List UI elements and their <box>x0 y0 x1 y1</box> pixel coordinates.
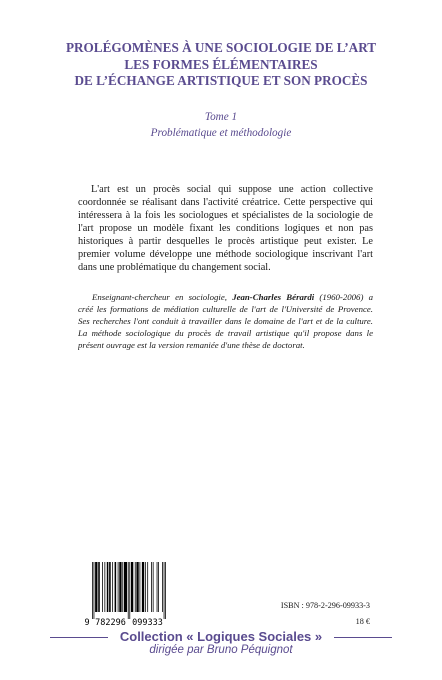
summary-line: l'art propose un modèle fixant les conditions logiques et non pas <box>78 223 373 234</box>
barcode <box>92 562 166 620</box>
barcode-bar <box>135 562 136 612</box>
barcode-bar <box>140 562 141 612</box>
title-line: LES FORMES ÉLÉMENTAIRES <box>124 56 318 72</box>
barcode-guard-bar <box>164 562 165 619</box>
barcode-bar <box>151 562 152 612</box>
barcode-left-digits: 782296 <box>95 618 126 628</box>
summary-line: historiques à partir desquelles le procès artistique peut exister. Le <box>78 236 373 247</box>
summary-line: intéressera à la fois les sociologues et spécialistes de la sociologie de <box>78 210 373 221</box>
summary-line: coordonnée se réalisant dans l'activité créatrice. Cette perspective qui <box>78 197 373 208</box>
barcode-bar <box>115 562 117 612</box>
barcode-bar <box>104 562 105 612</box>
barcode-guard-bar <box>94 562 95 619</box>
barcode-guard-bar <box>165 562 166 619</box>
barcode-bar <box>153 562 154 612</box>
summary-line: premier volume développe une méthode sociologique inscrivant l'art <box>78 249 373 260</box>
barcode-guard-bar <box>129 562 130 619</box>
barcode-bar <box>109 562 111 612</box>
author-name: Jean-Charles Bérardi <box>232 292 315 302</box>
barcode-bar <box>118 562 119 612</box>
barcode-bar <box>102 562 103 612</box>
bio-line: présent ouvrage est la version remaniée d'une thèse de doctorat. <box>78 340 305 350</box>
barcode-guard-bar <box>92 562 93 619</box>
title-line: PROLÉGOMÈNES À UNE SOCIOLOGIE DE L’ART <box>65 40 377 55</box>
barcode-bar <box>112 562 113 612</box>
summary-line: dans une problématique du changement social. <box>78 262 271 273</box>
barcode-bar <box>136 562 138 612</box>
barcode-bar <box>131 562 133 612</box>
bio-line: Ses recherches l'ont conduit à travailler dans le domaine de l'art et de la culture. <box>78 316 373 326</box>
bio-line: La méthode sociologique du procès de travail artistique qu'il propose dans le <box>78 328 373 338</box>
barcode-bar <box>98 562 100 612</box>
book-title <box>20 40 422 90</box>
bio-dates: (1960-2006) a <box>314 292 373 302</box>
barcode-bar <box>162 562 163 612</box>
bio-line <box>78 291 373 303</box>
barcode-bar <box>122 562 123 612</box>
barcode-bar <box>119 562 121 612</box>
summary-line: L'art est un procès social qui suppose une action collective <box>91 184 373 195</box>
barcode-bar <box>145 562 146 612</box>
barcode-guard-bar <box>128 562 129 619</box>
barcode-leading-digit: 9 <box>84 618 90 628</box>
barcode-bar <box>142 562 144 612</box>
barcode-right-digits: 099333 <box>132 618 163 628</box>
bio-intro: Enseignant-chercheur en sociologie, <box>92 292 233 302</box>
barcode-bar <box>95 562 97 612</box>
barcode-bar <box>158 562 159 612</box>
barcode-bar <box>124 562 127 612</box>
collection-director: dirigée par Bruno Péquignot <box>149 644 293 656</box>
barcode-bar <box>157 562 158 612</box>
volume-number: Tome 1 <box>204 111 238 123</box>
title-line: DE L’ÉCHANGE ARTISTIQUE ET SON PROCÈS <box>74 73 368 88</box>
author-bio <box>78 291 373 351</box>
summary-paragraph <box>78 183 373 274</box>
collection-name: Collection « Logiques Sociales » <box>119 629 323 644</box>
bio-line: créé les formations de médiation culturelle de l'art de l'Université de Provence. <box>78 304 373 314</box>
barcode-bar <box>147 562 148 612</box>
volume-subtitle: Problématique et méthodologie <box>150 127 292 139</box>
barcode-bar <box>107 562 109 612</box>
isbn: ISBN : 978-2-296-09933-3 <box>280 601 370 610</box>
price: 18 € <box>355 617 370 626</box>
